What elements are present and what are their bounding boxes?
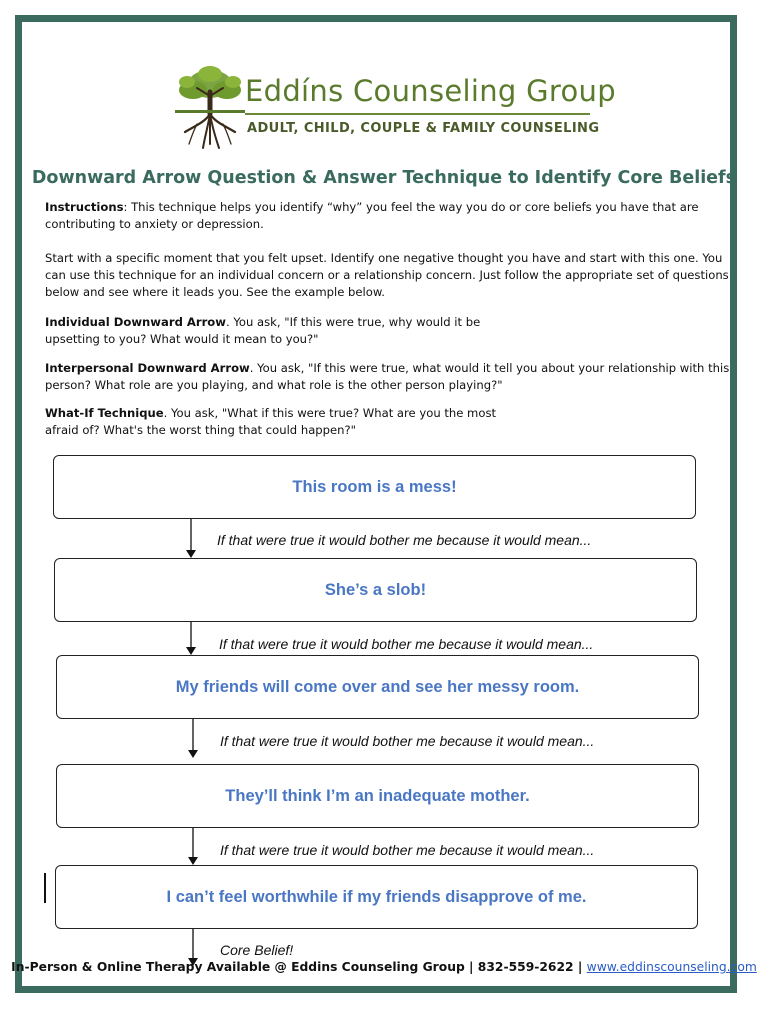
instructions-paragraph [45,199,735,233]
logo-divider [245,113,590,115]
technique-label: What-If Technique [45,406,164,420]
flow-box-2: She’s a slob! [54,558,697,622]
technique-individual [45,314,485,348]
connector-label: If that were true it would bother me because it would mean... [219,636,594,652]
footer-text: In-Person & Online Therapy Available @ Eddins Counseling Group | 832-559-2622 | [11,960,587,974]
flow-box-5: I can’t feel worthwhile if my friends disapprove of me. [55,865,698,929]
connector-label: If that were true it would bother me because it would mean... [217,532,592,548]
tree-logo-icon [175,62,245,150]
logo-name: Eddíns Counseling Group [245,74,616,108]
down-arrow-icon [185,622,197,656]
logo-tagline: ADULT, CHILD, COUPLE & FAMILY COUNSELING [247,121,600,136]
connector-label: If that were true it would bother me because it would mean... [220,733,595,749]
down-arrow-icon [187,828,199,866]
connector-label: If that were true it would bother me because it would mean... [220,842,595,858]
instructions-label: Instructions [45,200,124,214]
technique-what-if [45,405,505,439]
technique-label: Individual Downward Arrow [45,315,226,329]
footer [0,960,768,974]
technique-interpersonal [45,360,735,394]
down-arrow-icon [187,719,199,759]
technique-label: Interpersonal Downward Arrow [45,361,250,375]
flow-box-3: My friends will come over and see her messy room. [56,655,699,719]
document-title: Downward Arrow Question & Answer Technique to Identify Core Beliefs [31,168,737,188]
core-belief-label: Core Belief! [220,942,294,958]
down-arrow-icon [185,519,197,559]
flow-box-4: They’ll think I’m an inadequate mother. [56,764,699,828]
technique-text: . You ask, "If this were true, why would it be upsetting to you? What would it mean to you?" [45,315,481,346]
intro-paragraph: Start with a specific moment that you felt upset. Identify one negative thought you have and start with this one. You can use this technique for an individual concern or a relationship concern. Just follow the appropriate set of questions below and see where it leads you. See the example below. [45,251,729,299]
technique-text: . You ask, "What if this were true? What are you the most afraid of? What's the worst thing that could happen?" [45,406,497,437]
flow-box-1: This room is a mess! [53,455,696,519]
text-cursor [44,873,46,903]
instructions-text: : This technique helps you identify “why” you feel the way you do or core beliefs you have that are contributing to anxiety or depression. [45,200,699,231]
technique-text: . You ask, "If this were true, what would it tell you about your relationship with this person? What role are you playing, and what role is the other person playing?" [45,361,730,392]
company-logo [175,62,616,152]
website-link[interactable]: www.eddinscounseling.com [586,960,757,974]
